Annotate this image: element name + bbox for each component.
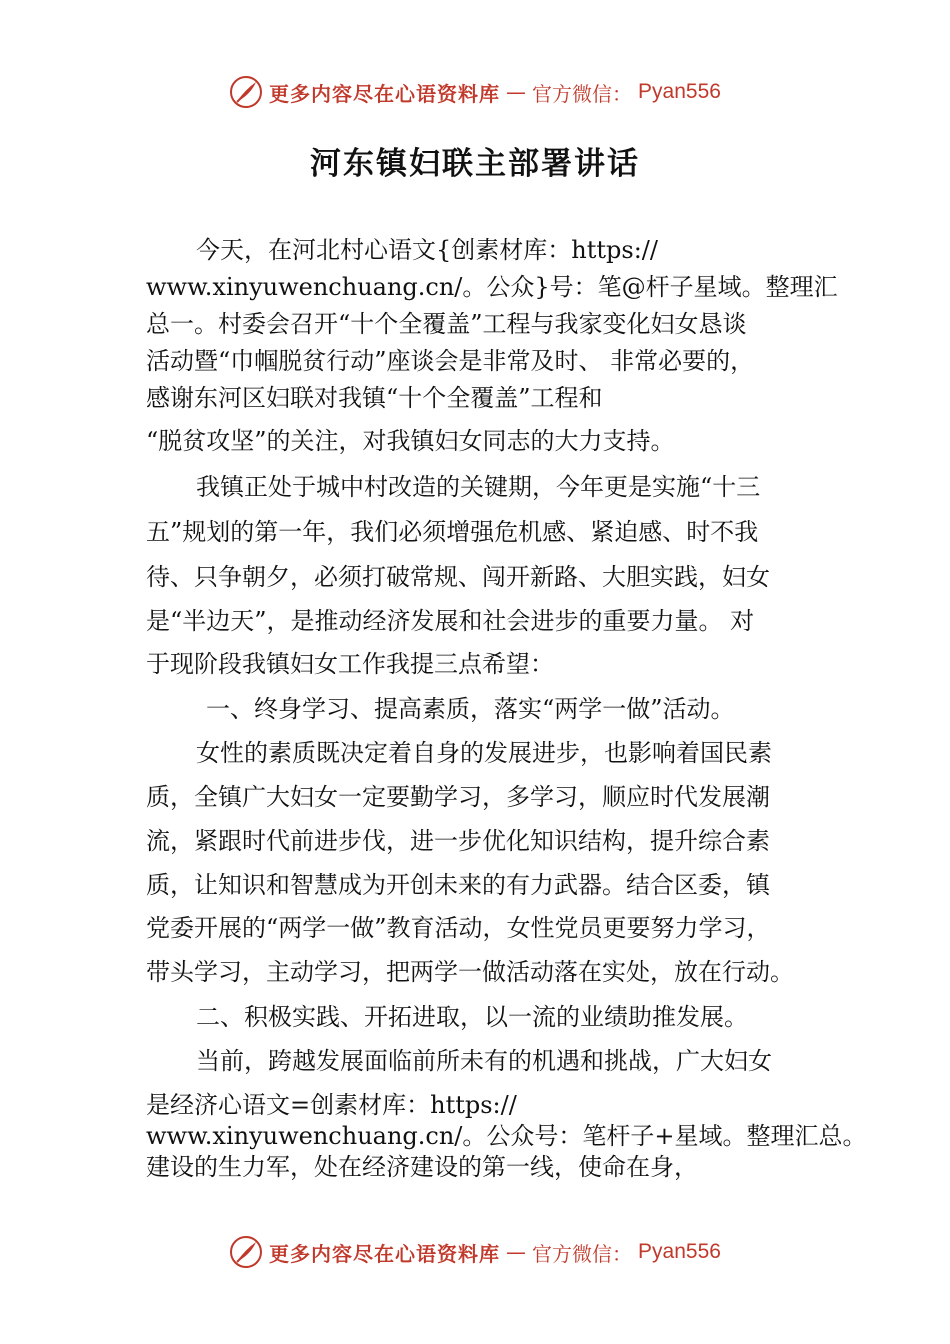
body-line: www.xinyuwenchuang.cn/。公众号：笔杆子+星域。整理汇总。 [146, 1122, 867, 1150]
body-line: 女性的素质既决定着自身的发展进步，也影响着国民素 [196, 739, 772, 767]
section-heading: 二、积极实践、开拓进取，以一流的业绩助推发展。 [196, 1003, 748, 1031]
quill-logo-icon [229, 1235, 263, 1269]
banner-separator: — [506, 80, 527, 104]
body-line: 质，让知识和智慧成为开创未来的有力武器。结合区委，镇 [146, 871, 770, 899]
banner-text: 更多内容尽在心语资料库 [269, 1241, 501, 1266]
body-line: 建设的生力军，处在经济建设的第一线，使命在身， [146, 1153, 698, 1181]
body-line: 总一。村委会召开“十个全覆盖”工程与我家变化妇女恳谈 [146, 310, 747, 338]
body-line: 待、只争朝夕，必须打破常规、闯开新路、大胆实践，妇女 [146, 563, 770, 591]
banner-text: 更多内容尽在心语资料库 [269, 81, 501, 106]
header-banner [0, 72, 950, 112]
document-title: 河东镇妇联主部署讲话 [310, 146, 640, 182]
body-line: 是经济心语文=创素材库：https:// [146, 1091, 517, 1119]
section-heading: 一、终身学习、提高素质，落实“两学一做”活动。 [206, 695, 735, 723]
banner-wechat-label: 官方微信： [532, 1241, 633, 1266]
body-line: 于现阶段我镇妇女工作我提三点希望： [146, 650, 554, 678]
banner-wechat-id: Pyan556 [638, 1240, 721, 1263]
body-line: 流，紧跟时代前进步伐，进一步优化知识结构，提升综合素 [146, 827, 770, 855]
banner-wechat-id: Pyan556 [638, 80, 721, 103]
body-line: 党委开展的“两学一做”教育活动，女性党员更要努力学习， [146, 914, 771, 942]
footer-banner [0, 1232, 950, 1272]
body-line: “脱贫攻坚”的关注，对我镇妇女同志的大力支持。 [146, 427, 675, 455]
body-line: 带头学习，主动学习，把两学一做活动落在实处，放在行动。 [146, 958, 794, 986]
body-line: www.xinyuwenchuang.cn/。公众}号：笔@杆子星域。整理汇 [146, 273, 838, 301]
body-line: 是“半边天”，是推动经济发展和社会进步的重要力量。 对 [146, 607, 755, 635]
body-line: 我镇正处于城中村改造的关键期，今年更是实施“十三 [196, 473, 761, 501]
body-line: 活动暨“巾帼脱贫行动”座谈会是非常及时、 非常必要的， [146, 347, 755, 375]
banner-wechat-label: 官方微信： [532, 81, 633, 106]
body-line: 感谢东河区妇联对我镇“十个全覆盖”工程和 [146, 384, 603, 412]
body-line: 今天，在河北村心语文{创素材库：https:// [196, 236, 658, 264]
quill-logo-icon [229, 75, 263, 109]
body-line: 质，全镇广大妇女一定要勤学习，多学习，顺应时代发展潮 [146, 783, 770, 811]
banner-separator: — [506, 1240, 527, 1264]
body-line: 五”规划的第一年，我们必须增强危机感、紧迫感、时不我 [146, 518, 759, 546]
body-line: 当前，跨越发展面临前所未有的机遇和挑战，广大妇女 [196, 1047, 772, 1075]
